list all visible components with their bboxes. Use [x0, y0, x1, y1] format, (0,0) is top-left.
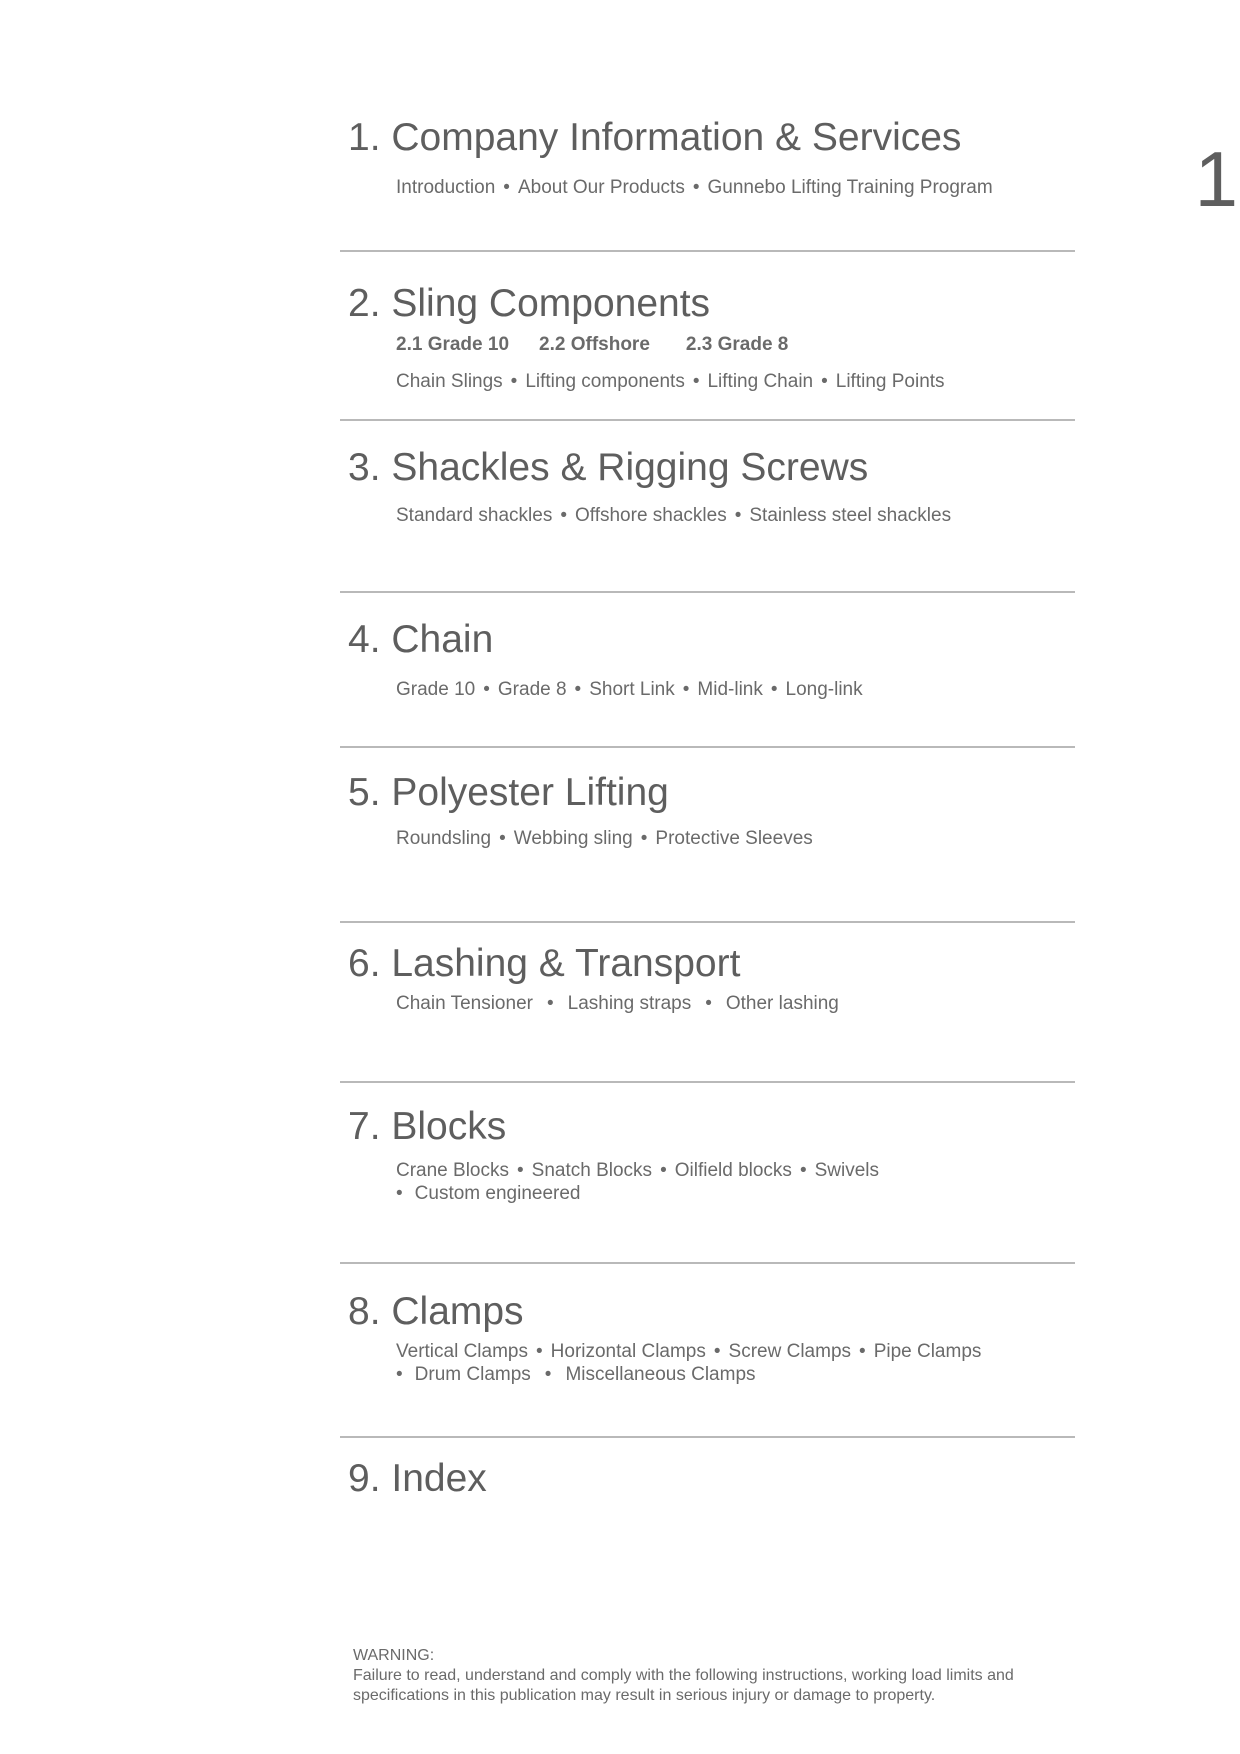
bullet-separator: •	[692, 176, 700, 198]
section-item[interactable]: Snatch Blocks	[531, 1159, 653, 1181]
section-items	[396, 370, 1075, 393]
bullet-separator: •	[544, 1363, 552, 1385]
section-item[interactable]: Custom engineered	[414, 1182, 581, 1204]
section-item[interactable]: Lashing straps	[567, 992, 692, 1014]
section-item[interactable]: Screw Clamps	[728, 1340, 852, 1362]
section-divider	[340, 1262, 1075, 1264]
section-items	[396, 1340, 1075, 1363]
section-item[interactable]: Oilfield blocks	[674, 1159, 792, 1181]
section-title[interactable]: 3. Shackles & Rigging Screws	[348, 446, 869, 489]
bullet-separator: •	[682, 678, 690, 700]
toc-section-5[interactable]	[350, 772, 1075, 850]
bullet-separator: •	[517, 1159, 524, 1181]
bullet-separator: •	[560, 504, 567, 526]
page-number: 1	[1194, 135, 1238, 223]
toc-section-1[interactable]	[350, 117, 1075, 199]
section-title[interactable]: 4. Chain	[348, 618, 494, 661]
section-item[interactable]: Other lashing	[725, 992, 839, 1014]
toc-section-2[interactable]	[350, 283, 1075, 393]
section-item[interactable]: Vertical Clamps	[396, 1340, 528, 1362]
bullet-separator: •	[483, 678, 490, 700]
section-item[interactable]: About Our Products	[517, 176, 685, 198]
section-title[interactable]: 2. Sling Components	[348, 282, 711, 325]
section-items	[396, 1159, 1075, 1182]
section-item[interactable]: Introduction	[396, 176, 496, 198]
section-item[interactable]: Offshore shackles	[574, 504, 727, 526]
warning-heading: WARNING:	[353, 1647, 435, 1664]
section-item[interactable]: Horizontal Clamps	[550, 1340, 706, 1362]
section-item[interactable]: Roundsling	[396, 827, 492, 849]
bullet-separator: •	[499, 827, 506, 849]
section-item[interactable]: Miscellaneous Clamps	[565, 1363, 756, 1385]
section-divider	[340, 921, 1075, 923]
section-divider	[340, 250, 1075, 252]
bullet-separator: •	[503, 176, 510, 198]
section-title[interactable]: 1. Company Information & Services	[348, 116, 962, 159]
section-item[interactable]: Lifting Points	[835, 370, 945, 392]
bullet-separator: •	[396, 1182, 403, 1204]
toc-section-6[interactable]	[350, 943, 1075, 1015]
toc-section-4[interactable]	[350, 619, 1075, 701]
section-items	[396, 1182, 1075, 1205]
section-item[interactable]: Gunnebo Lifting Training Program	[707, 176, 993, 198]
section-item[interactable]: Chain Slings	[396, 370, 503, 392]
section-title[interactable]: 9. Index	[348, 1457, 487, 1500]
section-divider	[340, 419, 1075, 421]
section-divider	[340, 1436, 1075, 1438]
section-items	[396, 992, 1075, 1015]
section-item[interactable]: Swivels	[814, 1159, 879, 1181]
bullet-separator: •	[799, 1159, 807, 1181]
bullet-separator: •	[859, 1340, 866, 1362]
section-item[interactable]: Drum Clamps	[414, 1363, 531, 1385]
section-title[interactable]: 5. Polyester Lifting	[348, 771, 669, 814]
section-divider	[340, 1081, 1075, 1083]
section-items	[396, 678, 1075, 701]
section-item[interactable]: Grade 8	[497, 678, 567, 700]
bullet-separator: •	[705, 992, 712, 1014]
bullet-separator: •	[510, 370, 518, 392]
bullet-separator: •	[660, 1159, 667, 1181]
section-items	[396, 176, 1075, 199]
section-divider	[340, 591, 1075, 593]
bullet-separator: •	[546, 992, 554, 1014]
section-item[interactable]: Protective Sleeves	[655, 827, 813, 849]
section-item[interactable]: Pipe Clamps	[873, 1340, 982, 1362]
section-item[interactable]: Standard shackles	[396, 504, 553, 526]
bullet-separator: •	[821, 370, 828, 392]
bullet-separator: •	[770, 678, 778, 700]
section-item[interactable]: Lifting Chain	[707, 370, 814, 392]
toc-section-3[interactable]	[350, 447, 1075, 527]
subsection-link[interactable]: 2.3 Grade 8	[685, 333, 789, 355]
section-title[interactable]: 7. Blocks	[348, 1105, 507, 1148]
section-divider	[340, 746, 1075, 748]
toc-section-9[interactable]	[350, 1458, 1075, 1501]
subsection-link[interactable]: 2.1 Grade 10	[396, 333, 510, 355]
section-item[interactable]: Grade 10	[396, 678, 476, 700]
section-item[interactable]: Chain Tensioner	[396, 992, 533, 1014]
bullet-separator: •	[574, 678, 582, 700]
subsection-link[interactable]: 2.2 Offshore	[539, 333, 650, 355]
section-item[interactable]: Short Link	[589, 678, 675, 700]
section-item[interactable]: Long-link	[785, 678, 863, 700]
section-item[interactable]: Crane Blocks	[396, 1159, 509, 1181]
bullet-separator: •	[692, 370, 700, 392]
subsection-links	[396, 334, 1075, 356]
section-item[interactable]: Stainless steel shackles	[749, 504, 952, 526]
toc-section-8[interactable]	[350, 1291, 1075, 1386]
warning-notice	[353, 1646, 1073, 1706]
section-title[interactable]: 6. Lashing & Transport	[348, 942, 741, 985]
section-item[interactable]: Lifting components	[525, 370, 685, 392]
section-items	[396, 1363, 1075, 1386]
section-item[interactable]: Webbing sling	[513, 827, 633, 849]
section-items	[396, 827, 1075, 850]
section-items	[396, 504, 1075, 527]
bullet-separator: •	[640, 827, 648, 849]
bullet-separator: •	[734, 504, 742, 526]
section-title[interactable]: 8. Clamps	[348, 1290, 524, 1333]
section-item[interactable]: Mid-link	[697, 678, 763, 700]
bullet-separator: •	[396, 1363, 403, 1385]
bullet-separator: •	[536, 1340, 543, 1362]
toc-section-7[interactable]	[350, 1106, 1075, 1205]
bullet-separator: •	[713, 1340, 721, 1362]
warning-text: Failure to read, understand and comply with the following instructions, working load limits and specifications in this publication may result in serious injury or damage to property.	[353, 1667, 1014, 1704]
